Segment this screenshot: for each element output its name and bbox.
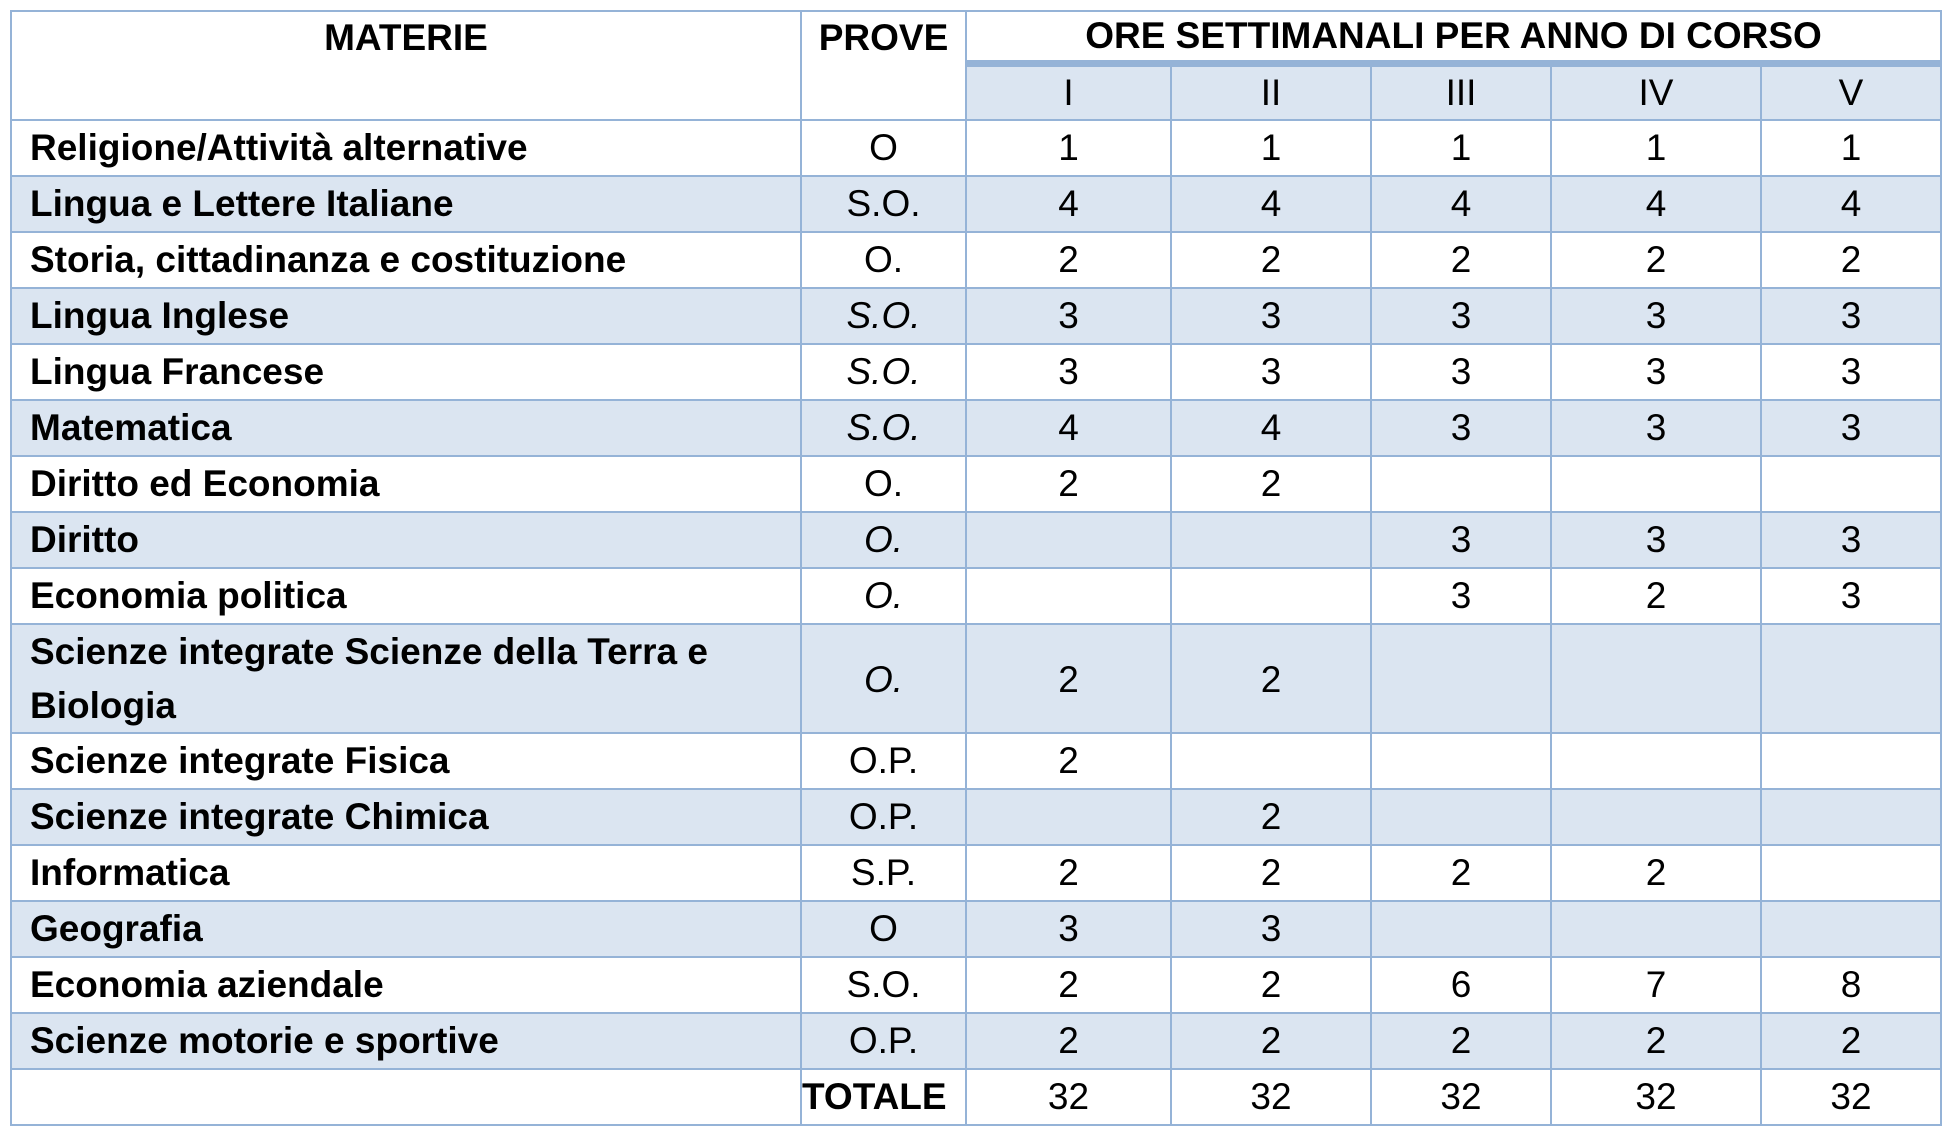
hours-cell <box>966 789 1171 845</box>
table-row <box>11 288 1941 344</box>
hours-cell: 1 <box>1761 120 1941 176</box>
year-header: V <box>1761 64 1941 121</box>
total-hours-cell: 32 <box>1171 1069 1371 1125</box>
table-row <box>11 176 1941 232</box>
hours-cell <box>1171 568 1371 624</box>
test-type-cell: O.P. <box>801 1013 966 1069</box>
hours-cell <box>1371 901 1551 957</box>
hours-cell: 3 <box>1761 344 1941 400</box>
test-type-cell: S.O. <box>801 344 966 400</box>
hours-cell <box>1551 456 1761 512</box>
subject-cell: Religione/Attività alternative <box>11 120 801 176</box>
subject-cell: Storia, cittadinanza e costituzione <box>11 232 801 288</box>
hours-cell: 2 <box>1551 845 1761 901</box>
hours-cell <box>1551 789 1761 845</box>
test-type-cell: S.O. <box>801 288 966 344</box>
table-row <box>11 400 1941 456</box>
hours-cell: 2 <box>1171 624 1371 733</box>
hours-cell <box>1371 456 1551 512</box>
hours-cell <box>1761 789 1941 845</box>
hours-cell <box>1761 456 1941 512</box>
hours-cell: 3 <box>1761 400 1941 456</box>
hours-cell: 3 <box>1761 512 1941 568</box>
test-type-cell: O.P. <box>801 733 966 789</box>
total-label: TOTALE <box>801 1069 966 1125</box>
test-type-cell: S.O. <box>801 957 966 1013</box>
test-type-cell: S.O. <box>801 176 966 232</box>
total-hours-cell: 32 <box>966 1069 1171 1125</box>
hours-cell: 7 <box>1551 957 1761 1013</box>
hours-cell <box>1371 789 1551 845</box>
subject-cell: Diritto <box>11 512 801 568</box>
hours-cell: 2 <box>1551 568 1761 624</box>
test-type-cell: O <box>801 901 966 957</box>
table-row <box>11 901 1941 957</box>
hours-cell: 2 <box>1171 232 1371 288</box>
hours-cell: 3 <box>1171 344 1371 400</box>
hours-cell <box>1171 512 1371 568</box>
table-row <box>11 624 1941 733</box>
test-type-cell: O. <box>801 456 966 512</box>
test-type-cell: S.P. <box>801 845 966 901</box>
table-row <box>11 568 1941 624</box>
hours-cell: 2 <box>1171 789 1371 845</box>
test-type-cell: O. <box>801 232 966 288</box>
total-hours-cell: 32 <box>1761 1069 1941 1125</box>
total-hours-cell: 32 <box>1371 1069 1551 1125</box>
hours-cell: 2 <box>966 957 1171 1013</box>
table-row <box>11 344 1941 400</box>
hours-cell: 3 <box>1171 288 1371 344</box>
hours-cell: 2 <box>1551 232 1761 288</box>
subjects-header: MATERIE <box>11 11 801 120</box>
total-hours-cell: 32 <box>1551 1069 1761 1125</box>
hours-cell: 4 <box>1761 176 1941 232</box>
test-type-cell: S.O. <box>801 400 966 456</box>
hours-cell: 1 <box>1371 120 1551 176</box>
hours-cell: 2 <box>1171 1013 1371 1069</box>
table-row <box>11 789 1941 845</box>
hours-cell: 2 <box>1371 845 1551 901</box>
hours-cell: 2 <box>1171 845 1371 901</box>
hours-cell <box>1551 901 1761 957</box>
table-row <box>11 512 1941 568</box>
test-type-cell: O.P. <box>801 789 966 845</box>
hours-cell: 2 <box>1171 456 1371 512</box>
hours-cell <box>1761 845 1941 901</box>
hours-cell: 3 <box>1761 288 1941 344</box>
hours-cell: 8 <box>1761 957 1941 1013</box>
hours-cell: 2 <box>1761 1013 1941 1069</box>
hours-cell <box>966 568 1171 624</box>
hours-cell: 4 <box>1551 176 1761 232</box>
subject-cell: Scienze integrate Chimica <box>11 789 801 845</box>
hours-cell <box>1761 901 1941 957</box>
hours-cell <box>1171 733 1371 789</box>
hours-cell <box>1371 624 1551 733</box>
year-header: IV <box>1551 64 1761 121</box>
total-row <box>11 1069 1941 1125</box>
hours-cell: 3 <box>966 288 1171 344</box>
test-type-cell: O <box>801 120 966 176</box>
hours-cell: 4 <box>1171 176 1371 232</box>
subject-cell: Economia politica <box>11 568 801 624</box>
hours-cell: 4 <box>1371 176 1551 232</box>
hours-cell: 3 <box>966 901 1171 957</box>
subject-cell: Lingua Francese <box>11 344 801 400</box>
weekly-hours-header: ORE SETTIMANALI PER ANNO DI CORSO <box>966 11 1941 64</box>
total-spacer <box>11 1069 801 1125</box>
hours-cell <box>1761 733 1941 789</box>
hours-cell: 2 <box>966 733 1171 789</box>
test-type-cell: O. <box>801 624 966 733</box>
hours-cell <box>1761 624 1941 733</box>
subject-cell: Scienze integrate Fisica <box>11 733 801 789</box>
hours-cell: 4 <box>1171 400 1371 456</box>
hours-cell: 3 <box>1371 568 1551 624</box>
table-row <box>11 1013 1941 1069</box>
table-row <box>11 456 1941 512</box>
table-row <box>11 733 1941 789</box>
tests-header: PROVE <box>801 11 966 120</box>
hours-cell: 2 <box>966 845 1171 901</box>
hours-cell: 3 <box>1761 568 1941 624</box>
hours-cell: 3 <box>1551 512 1761 568</box>
hours-cell: 6 <box>1371 957 1551 1013</box>
subject-cell: Economia aziendale <box>11 957 801 1013</box>
hours-cell: 1 <box>1551 120 1761 176</box>
test-type-cell: O. <box>801 568 966 624</box>
header-row <box>11 11 1941 64</box>
test-type-cell: O. <box>801 512 966 568</box>
subject-cell: Lingua Inglese <box>11 288 801 344</box>
table-row <box>11 845 1941 901</box>
hours-cell: 3 <box>1371 512 1551 568</box>
hours-cell <box>1551 624 1761 733</box>
year-header: I <box>966 64 1171 121</box>
year-header: II <box>1171 64 1371 121</box>
hours-cell: 2 <box>966 456 1171 512</box>
hours-cell: 3 <box>1371 288 1551 344</box>
table-row <box>11 120 1941 176</box>
table-body <box>11 120 1941 1069</box>
hours-cell: 2 <box>1761 232 1941 288</box>
table-row <box>11 957 1941 1013</box>
subject-cell: Scienze integrate Scienze della Terra e Biologia <box>11 624 801 733</box>
hours-cell: 3 <box>1371 344 1551 400</box>
hours-cell: 3 <box>1551 288 1761 344</box>
subject-cell: Lingua e Lettere Italiane <box>11 176 801 232</box>
hours-cell: 2 <box>1371 232 1551 288</box>
subject-cell: Diritto ed Economia <box>11 456 801 512</box>
hours-cell: 4 <box>966 400 1171 456</box>
subject-cell: Geografia <box>11 901 801 957</box>
hours-cell <box>966 512 1171 568</box>
hours-cell: 3 <box>966 344 1171 400</box>
hours-cell: 1 <box>1171 120 1371 176</box>
hours-cell: 2 <box>1551 1013 1761 1069</box>
hours-cell: 2 <box>1371 1013 1551 1069</box>
table-row <box>11 232 1941 288</box>
subject-cell: Matematica <box>11 400 801 456</box>
hours-cell: 3 <box>1171 901 1371 957</box>
hours-cell: 1 <box>966 120 1171 176</box>
hours-cell: 4 <box>966 176 1171 232</box>
hours-cell: 2 <box>966 624 1171 733</box>
year-header: III <box>1371 64 1551 121</box>
hours-cell: 2 <box>1171 957 1371 1013</box>
hours-cell: 2 <box>966 1013 1171 1069</box>
subject-cell: Informatica <box>11 845 801 901</box>
weekly-hours-table <box>10 10 1942 1126</box>
hours-cell: 3 <box>1371 400 1551 456</box>
hours-cell: 3 <box>1551 400 1761 456</box>
hours-cell <box>1551 733 1761 789</box>
hours-cell: 3 <box>1551 344 1761 400</box>
subject-cell: Scienze motorie e sportive <box>11 1013 801 1069</box>
hours-cell: 2 <box>966 232 1171 288</box>
hours-cell <box>1371 733 1551 789</box>
